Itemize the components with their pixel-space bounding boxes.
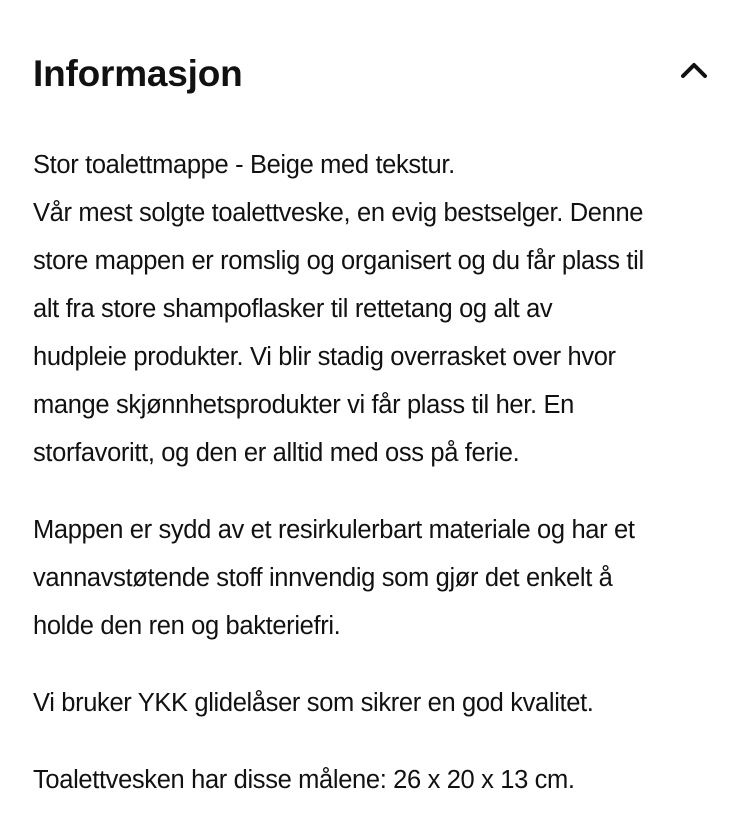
description-line: storfavoritt, og den er alltid med oss på ferie. bbox=[33, 439, 520, 467]
description-line: vannavstøtende stoff innvendig som gjør det enkelt å bbox=[33, 564, 613, 592]
description-paragraph-4 bbox=[33, 756, 723, 804]
description-line: Vår mest solgte toalettveske, en evig bestselger. Denne bbox=[33, 199, 644, 227]
description-paragraph-1 bbox=[33, 141, 723, 477]
description-line: mange skjønnhetsprodukter vi får plass til her. En bbox=[33, 391, 574, 419]
chevron-up-icon[interactable] bbox=[678, 58, 710, 82]
description-line: Toalettvesken har disse målene: 26 x 20 x 13 cm. bbox=[33, 766, 575, 794]
description-line: hudpleie produkter. Vi blir stadig overrasket over hvor bbox=[33, 343, 616, 371]
description-line: Mappen er sydd av et resirkulerbart materiale og har et bbox=[33, 516, 635, 544]
description-line: Vi bruker YKK glidelåser som sikrer en god kvalitet. bbox=[33, 689, 594, 717]
description-line: store mappen er romslig og organisert og du får plass til bbox=[33, 247, 644, 275]
description-paragraph-3 bbox=[33, 679, 723, 727]
description-paragraph-2 bbox=[33, 506, 723, 650]
product-description bbox=[33, 141, 723, 804]
description-line: holde den ren og bakteriefri. bbox=[33, 612, 341, 640]
description-line: alt fra store shampoflasker til rettetang og alt av bbox=[33, 295, 553, 323]
accordion-header[interactable] bbox=[0, 0, 750, 130]
section-title: Informasjon bbox=[33, 53, 243, 94]
description-line: Stor toalettmappe - Beige med tekstur. bbox=[33, 151, 455, 179]
